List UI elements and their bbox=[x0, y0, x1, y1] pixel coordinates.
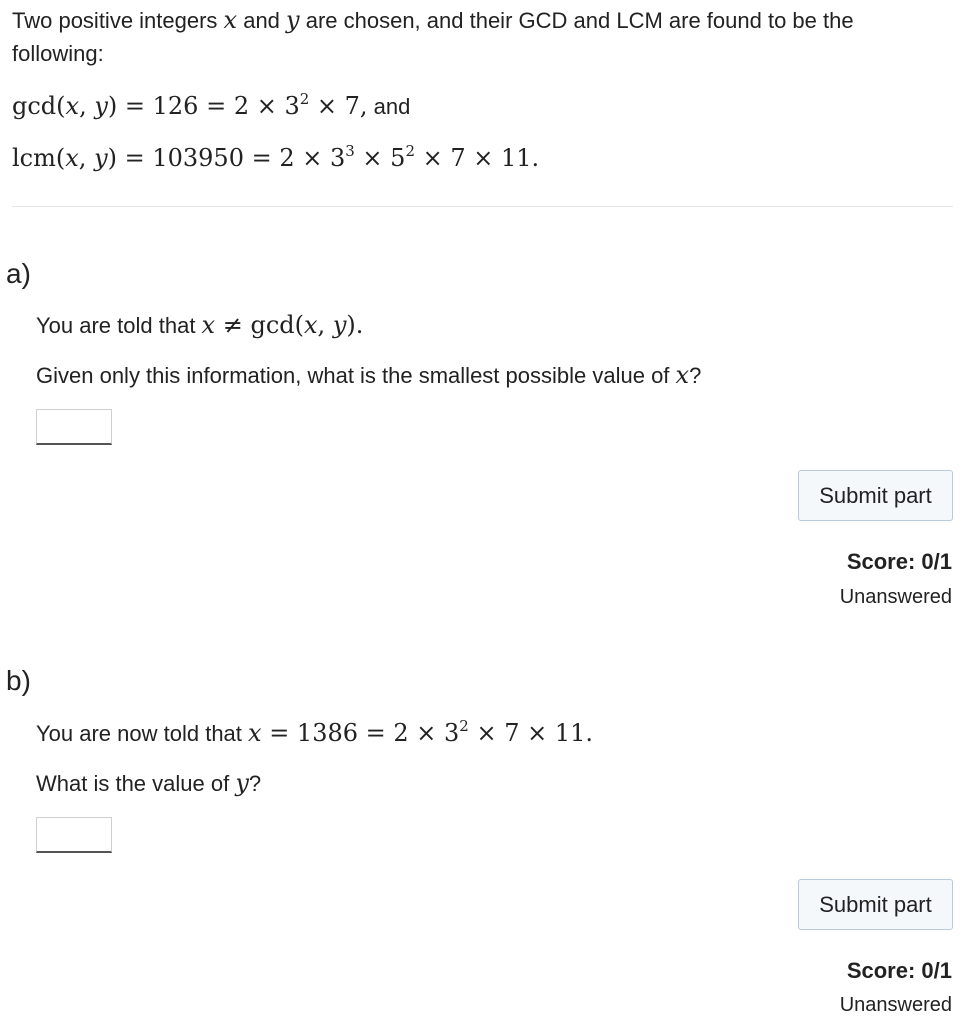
math-var-x: x bbox=[65, 144, 79, 172]
part-b-question-2 bbox=[36, 767, 261, 800]
math-var-y: y bbox=[332, 311, 347, 339]
math-var-x: x bbox=[675, 361, 690, 389]
question-text: You are told that bbox=[36, 313, 202, 338]
gcd-equation bbox=[12, 90, 410, 123]
question-text: What is the value of bbox=[36, 771, 236, 796]
math-text: , bbox=[79, 92, 95, 120]
math-var-y: y bbox=[94, 144, 108, 172]
math-var-x: x bbox=[65, 92, 80, 120]
part-a-score: Score: 0/1 bbox=[846, 549, 952, 574]
math-exponent: 2 bbox=[459, 717, 469, 735]
part-a-submit-button[interactable]: Submit part bbox=[798, 470, 953, 521]
math-var-x: x bbox=[223, 6, 238, 34]
part-b-answer-input[interactable] bbox=[36, 817, 112, 853]
question-text: ? bbox=[248, 771, 262, 796]
part-a-status: Unanswered bbox=[839, 586, 952, 608]
part-a-question-2 bbox=[36, 359, 701, 392]
math-text: × 7 × 11. bbox=[414, 144, 540, 172]
math-var-x: x bbox=[201, 311, 216, 339]
math-text: × 5 bbox=[354, 144, 406, 172]
part-b-status: Unanswered bbox=[839, 994, 952, 1016]
math-text: ) = 103950 = 2 × 3 bbox=[107, 144, 346, 172]
question-text: ? bbox=[689, 363, 702, 388]
math-text: × 7, bbox=[309, 92, 368, 120]
math-text: ≠ gcd( bbox=[215, 311, 304, 339]
math-exponent: 3 bbox=[345, 142, 355, 160]
part-b-submit-button[interactable]: Submit part bbox=[798, 879, 953, 930]
math-var-y: y bbox=[286, 6, 300, 34]
part-a-question-1 bbox=[36, 309, 363, 342]
math-exponent: 2 bbox=[299, 90, 310, 108]
part-a-label: a) bbox=[6, 258, 31, 289]
math-var-y: y bbox=[94, 92, 108, 120]
intro-text: Two positive integers bbox=[12, 8, 224, 33]
question-text: Given only this information, what is the smallest possible value of bbox=[36, 363, 676, 388]
math-text: gcd( bbox=[12, 92, 66, 120]
part-b-question-1 bbox=[36, 717, 593, 750]
math-var-y: y bbox=[235, 769, 249, 797]
part-a-answer-input[interactable] bbox=[36, 409, 112, 445]
math-text: ). bbox=[346, 311, 364, 339]
math-text: ) = 126 = 2 × 3 bbox=[107, 92, 300, 120]
lcm-equation bbox=[12, 142, 539, 175]
math-text: , bbox=[78, 144, 95, 172]
math-text: lcm( bbox=[12, 144, 66, 172]
part-b-score: Score: 0/1 bbox=[846, 958, 952, 983]
intro-line-1 bbox=[12, 4, 854, 37]
math-text: × 7 × 11. bbox=[468, 719, 593, 747]
math-text: = 1386 = 2 × 3 bbox=[261, 719, 460, 747]
intro-text: are chosen, and their GCD and LCM are found to be the bbox=[299, 8, 854, 33]
math-text: , bbox=[317, 311, 333, 339]
intro-line-2: following: bbox=[12, 41, 104, 66]
section-divider bbox=[12, 206, 953, 207]
question-text: You are now told that bbox=[36, 721, 249, 746]
math-var-x: x bbox=[304, 311, 318, 339]
intro-text: and bbox=[237, 8, 287, 33]
math-var-x: x bbox=[248, 719, 262, 747]
intro-text: and bbox=[367, 94, 411, 119]
part-b-label: b) bbox=[6, 665, 31, 696]
math-exponent: 2 bbox=[405, 142, 415, 160]
